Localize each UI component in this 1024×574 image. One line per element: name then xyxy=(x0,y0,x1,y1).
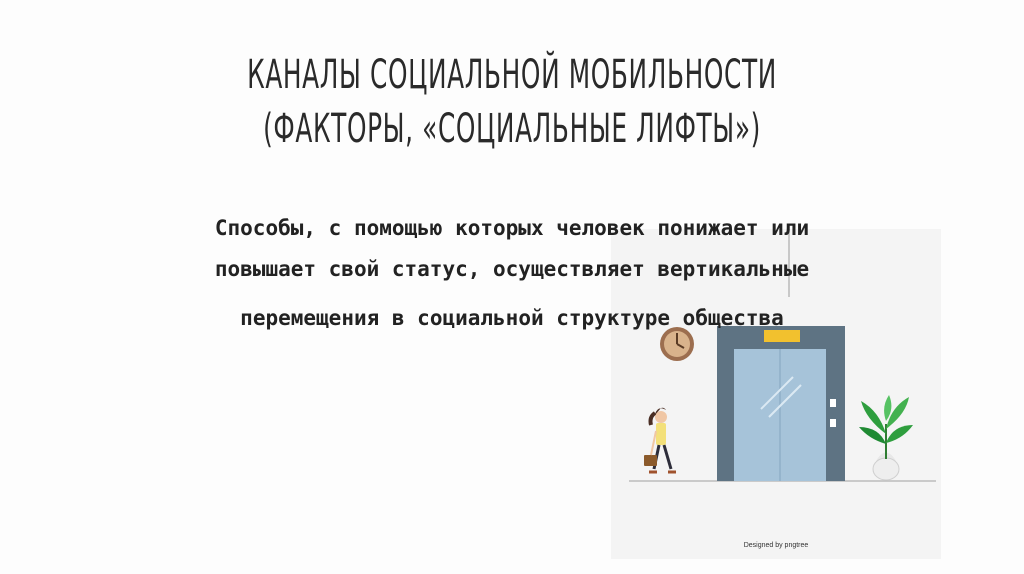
title-line-2: (ФАКТОРЫ, «СОЦИАЛЬНЫЕ ЛИФТЫ») xyxy=(263,106,761,152)
briefcase-icon xyxy=(644,455,657,466)
call-button-down xyxy=(830,419,836,427)
elevator-icon xyxy=(717,326,845,481)
slide-title xyxy=(195,48,830,156)
woman-walking-icon xyxy=(644,408,676,472)
title-line-1: КАНАЛЫ СОЦИАЛЬНОЙ МОБИЛЬНОСТИ xyxy=(247,52,777,98)
slide-body-text xyxy=(100,208,924,339)
illustration-credit: Designed by pngtree xyxy=(743,542,809,549)
body-line-1: Способы, с помощью которых человек понижает или xyxy=(214,216,810,240)
potted-plant-icon xyxy=(859,395,913,480)
body-line-3: перемещения в социальной структуре общества xyxy=(240,306,784,330)
call-button-up xyxy=(830,399,836,407)
body-line-2: повышает свой статус, осуществляет вертикальные xyxy=(214,257,810,281)
